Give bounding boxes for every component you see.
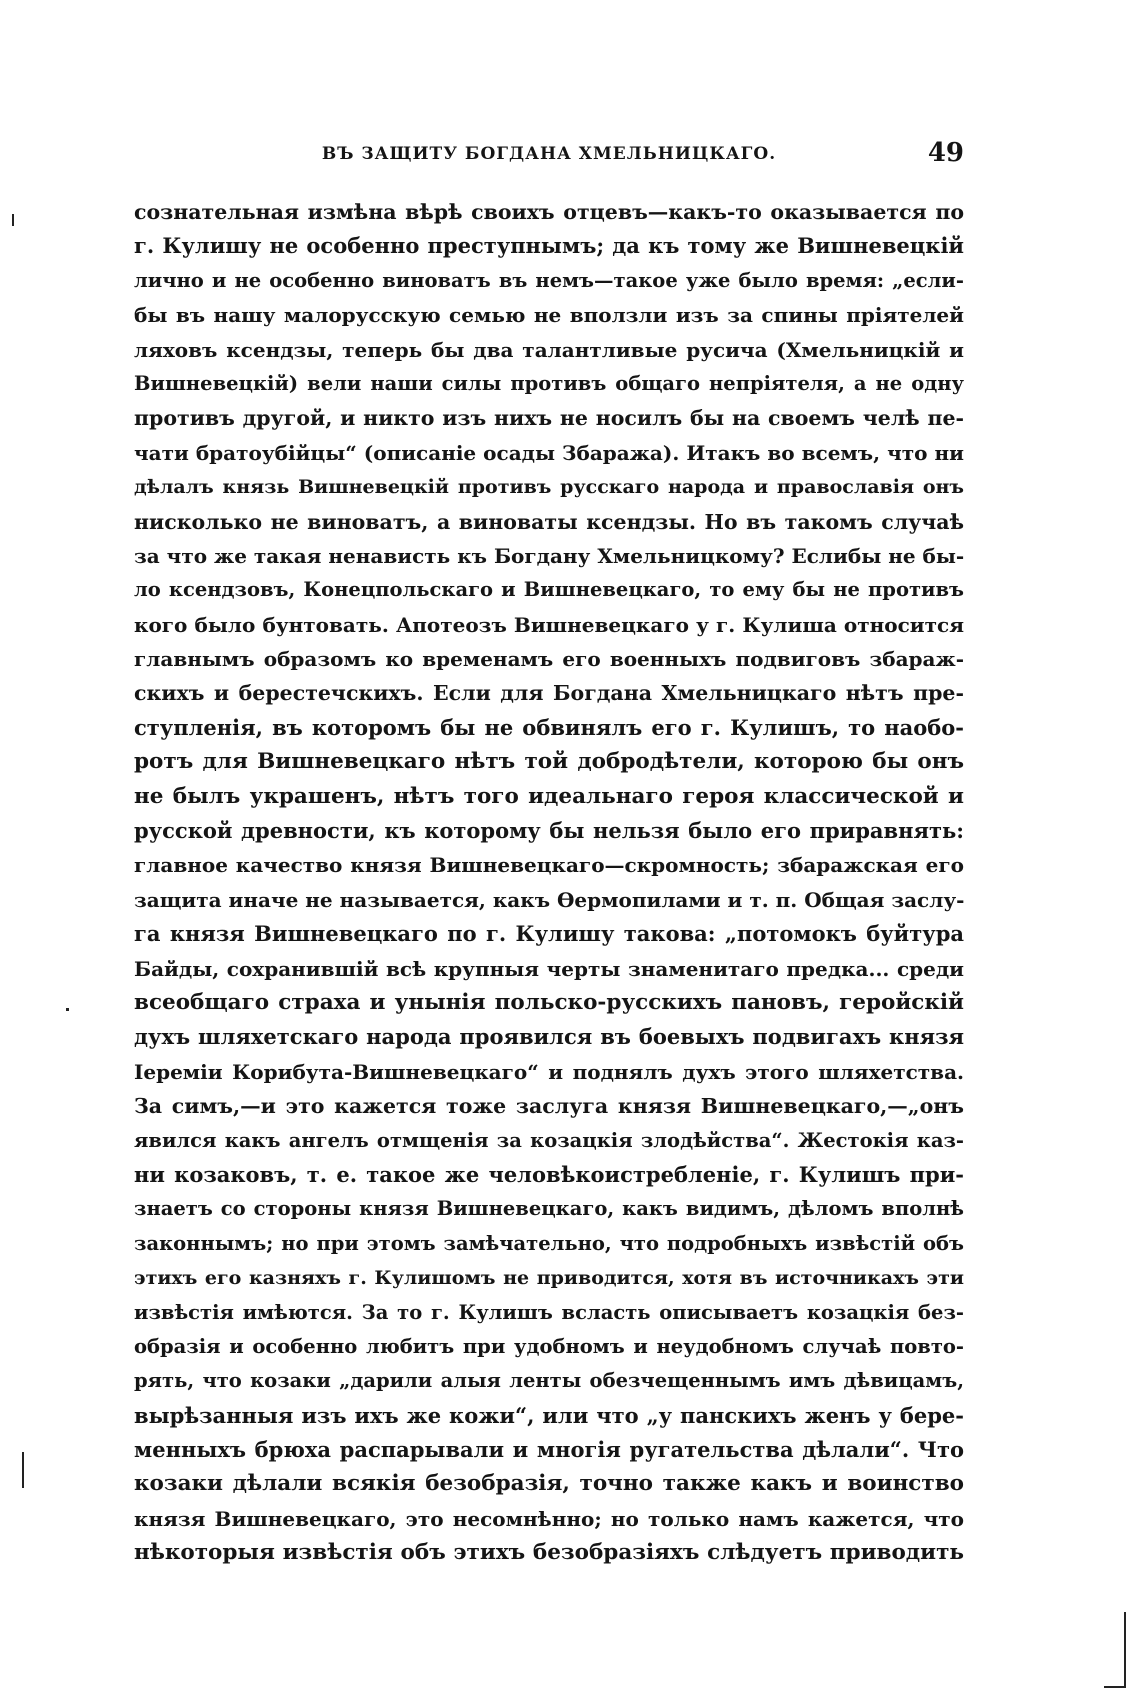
text-line: духъ шляхетскаго народа проявился въ боевыхъ подвигахъ князя: [134, 1024, 964, 1050]
text-line: ступленія, въ которомъ бы не обвинялъ его г. Кулишъ, то наобо-: [134, 714, 964, 740]
text-line: этихъ его казняхъ г. Кулишомъ не приводится, хотя въ источникахъ эти: [134, 1267, 964, 1290]
text-line: Байды, сохранившій всѣ крупныя черты знаменитаго предка... среди: [134, 956, 964, 981]
text-line: не былъ украшенъ, нѣтъ того идеальнаго героя классической и: [134, 783, 964, 809]
page-number: 49: [927, 138, 964, 168]
text-line: кого было бунтовать. Апотеозъ Вишневецкаго у г. Кулиша относится: [134, 612, 964, 637]
text-line: г. Кулишу не особенно преступнымъ; да къ тому же Вишневецкій: [134, 233, 964, 259]
text-line: законнымъ; но при этомъ замѣчательно, что подробныхъ извѣстій объ: [134, 1231, 964, 1255]
text-line: всеобщаго страха и унынія польско-русскихъ пановъ, геройскій: [134, 989, 964, 1015]
text-line: извѣстія имѣются. За то г. Кулишъ всласть описываетъ козацкія без-: [134, 1300, 964, 1324]
text-line: образія и особенно любитъ при удобномъ и неудобномъ случаѣ повто-: [134, 1334, 964, 1358]
text-line: за что же такая ненависть къ Богдану Хмельницкому? Еслибы не бы-: [134, 543, 964, 568]
text-line: ротъ для Вишневецкаго нѣтъ той добродѣтели, которою бы онъ: [134, 749, 964, 775]
text-line: чати братоубійцы“ (описаніе осады Збаража). Итакъ во всемъ, что ни: [134, 440, 964, 465]
text-line: дѣлалъ князь Вишневецкій противъ русскаго народа и православія онъ: [134, 476, 964, 499]
text-line: вырѣзанныя изъ ихъ же кожи“, или что „у панскихъ женъ у бере-: [134, 1402, 964, 1428]
text-line: Іереміи Корибута-Вишневецкаго“ и поднялъ духъ этого шляхетства.: [134, 1059, 964, 1084]
text-line: князя Вишневецкаго, это несомнѣнно; но только намъ кажется, что: [134, 1506, 964, 1531]
text-line: менныхъ брюха распарывали и многія ругательства дѣлали“. Что: [134, 1437, 964, 1463]
running-head-title: ВЪ ЗАЩИТУ БОГДАНА ХМЕЛЬНИЦКАГО.: [321, 144, 777, 164]
text-line: га князя Вишневецкаго по г. Кулишу такова: „потомокъ буйтура: [134, 921, 964, 947]
text-line: ло ксендзовъ, Конецпольскаго и Вишневецкаго, то ему бы не противъ: [134, 578, 964, 602]
text-line: русской древности, къ которому бы нельзя было его приравнять:: [134, 818, 964, 844]
body-text: [134, 195, 964, 1571]
scan-mark-left-dot: [66, 1008, 69, 1011]
text-line: бы въ нашу малорусскую семью не вползли изъ за спины пріятелей: [134, 303, 964, 328]
text-line: главное качество князя Вишневецкаго—скромность; збаражская его: [134, 853, 964, 878]
text-line: сознательная измѣна вѣрѣ своихъ отцевъ—какъ-то оказывается по: [134, 200, 964, 224]
text-line: лично и не особенно виноватъ въ немъ—такое уже было время: „если-: [134, 268, 964, 292]
text-line: противъ другой, и никто изъ нихъ не носилъ бы на своемъ челѣ пе-: [134, 406, 964, 431]
scan-mark-left-top: [12, 214, 14, 226]
text-line: ни козаковъ, т. е. такое же человѣкоистребленіе, г. Кулишъ при-: [134, 1161, 964, 1187]
text-line: скихъ и берестечскихъ. Если для Богдана Хмельницкаго нѣтъ пре-: [134, 681, 964, 706]
text-line: За симъ,—и это кажется тоже заслуга князя Вишневецкаго,—„онъ: [134, 1094, 964, 1119]
text-line: главнымъ образомъ ко временамъ его военныхъ подвиговъ збараж-: [134, 647, 964, 672]
text-line: рять, что козаки „дарили алыя ленты обезчещеннымъ имъ дѣвицамъ,: [134, 1369, 964, 1393]
text-line: козаки дѣлали всякія безобразія, точно также какъ и воинство: [134, 1471, 964, 1497]
text-line: защита иначе не называется, какъ Ѳермопилами и т. п. Общая заслу-: [134, 887, 964, 912]
text-line: знаетъ со стороны князя Вишневецкаго, какъ видимъ, дѣломъ вполнѣ: [134, 1197, 964, 1221]
text-line: явился какъ ангелъ отмщенія за козацкія злодѣйства“. Жестокія каз-: [134, 1128, 964, 1152]
text-line: нѣкоторыя извѣстія объ этихъ безобразіяхъ слѣдуетъ приводить: [134, 1540, 964, 1566]
scan-mark-left-bottom: [22, 1452, 24, 1488]
text-line: нисколько не виноватъ, а виноваты ксендзы. Но въ такомъ случаѣ: [134, 509, 964, 534]
scan-bracket-vertical: [1124, 1612, 1126, 1688]
text-line: Вишневецкій) вели наши силы противъ общаго непріятеля, а не одну: [134, 371, 964, 395]
running-head: [134, 138, 964, 174]
text-line: ляховъ ксендзы, теперь бы два талантливые русича (Хмельницкій и: [134, 337, 964, 362]
scan-bracket-horizontal: [1104, 1686, 1126, 1688]
